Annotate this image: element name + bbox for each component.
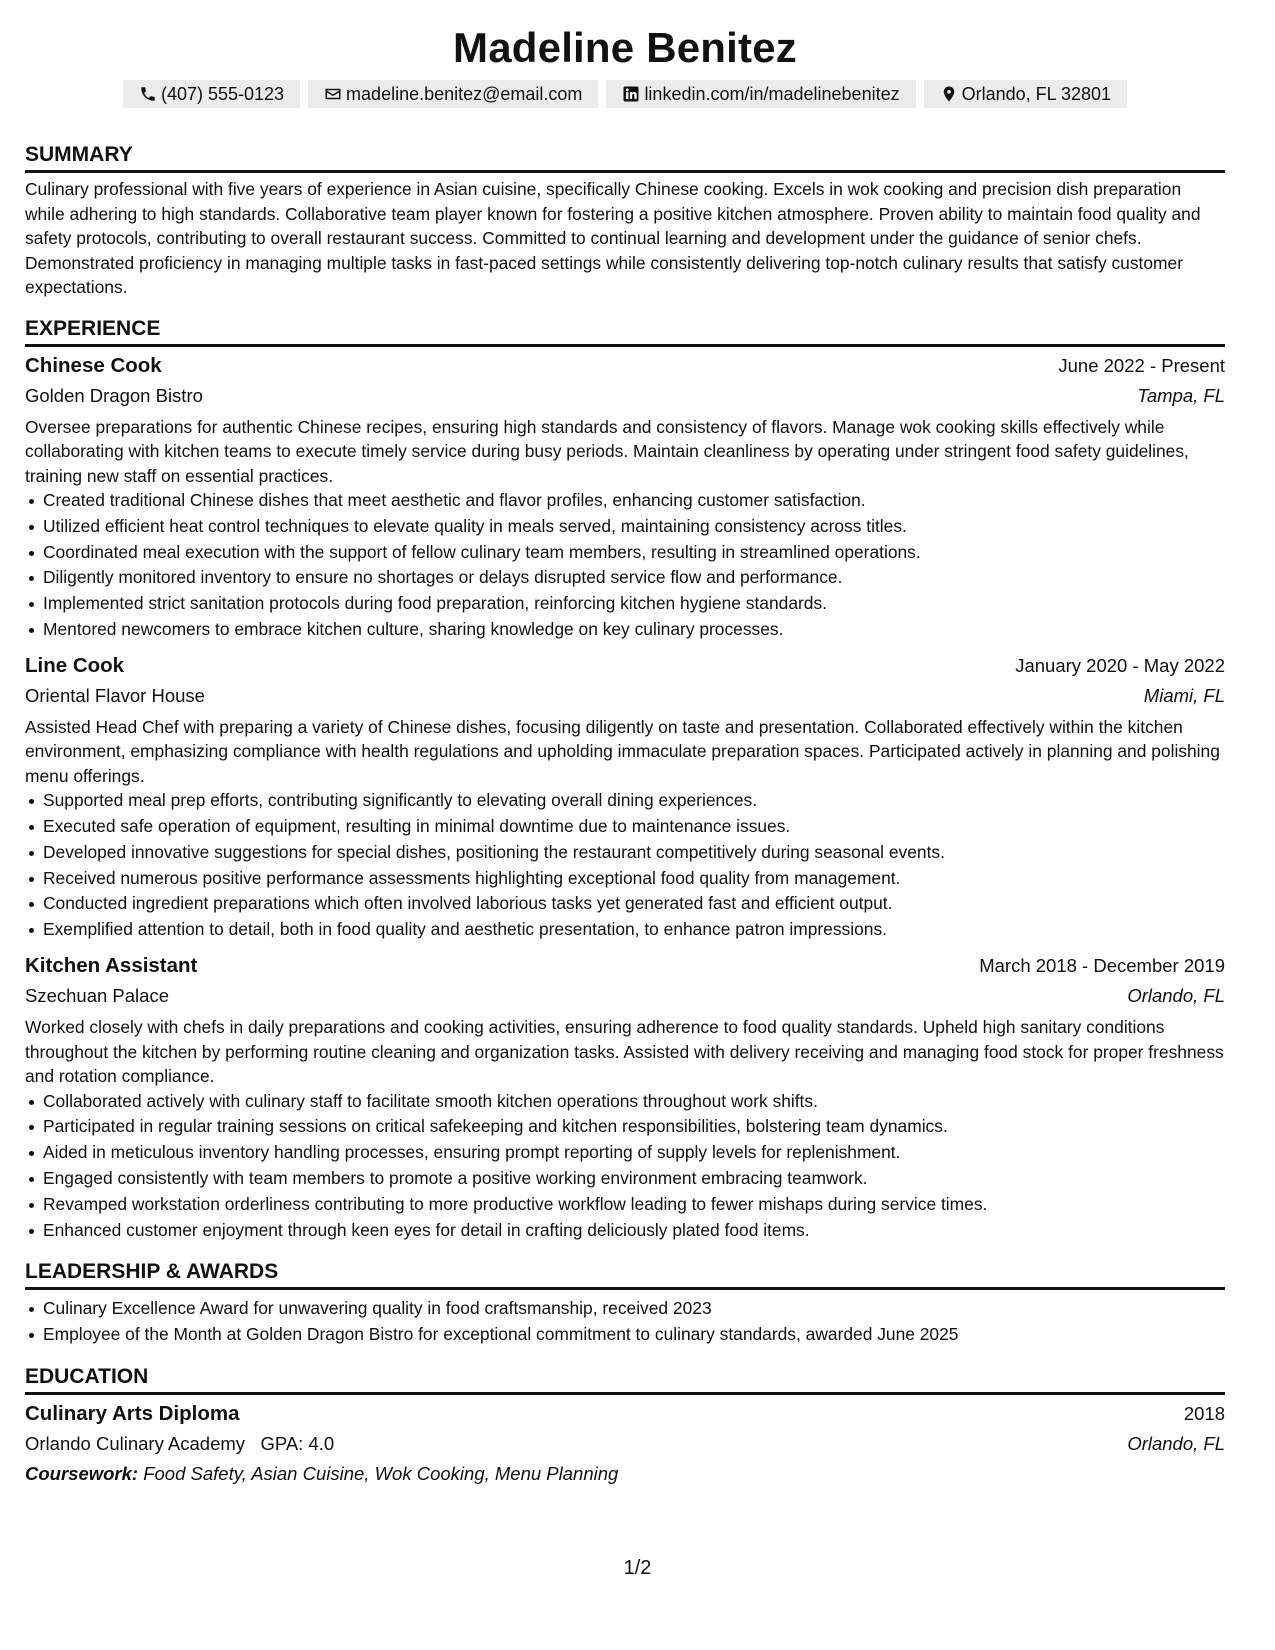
list-item: Enhanced customer enjoyment through keen eyes for detail in crafting deliciously plated food items. [43,1218,1225,1244]
job-description: Assisted Head Chef with preparing a variety of Chinese dishes, focusing diligently on taste and presentation. Collaborated effectively within the kitchen environment, emphasizing compliance with health regulations and upholding immaculate preparation spaces. Participated actively in planning and polishing menu offerings. [25,716,1220,786]
job-subheader [25,981,1225,1011]
gpa: GPA: 4.0 [260,1432,335,1454]
list-item: Supported meal prep efforts, contributing significantly to elevating overall dining experiences. [43,788,1225,814]
job-header [25,351,1225,381]
location-icon [940,85,958,103]
awards-heading: LEADERSHIP & AWARDS [25,1259,1225,1290]
phone-icon [139,85,157,103]
job-location: Orlando, FL [1127,985,1225,1007]
contact-bar [25,80,1225,108]
list-item: Engaged consistently with team members to promote a positive working environment embracing teamwork. [43,1166,1225,1192]
summary-section [25,142,1225,300]
job-subheader [25,381,1225,411]
job-company: Oriental Flavor House [25,684,205,706]
job-company: Golden Dragon Bistro [25,384,203,406]
education-header [25,1399,1225,1429]
summary-heading: SUMMARY [25,142,1225,173]
list-item: Employee of the Month at Golden Dragon Bistro for exceptional commitment to culinary standards, awarded June 2025 [43,1322,1225,1348]
contact-linkedin[interactable] [606,80,915,108]
summary-text: Culinary professional with five years of experience in Asian cuisine, specifically Chinese cooking. Excels in wok cooking and precision dish preparation while adhering to high standards. Collaborative team player known for fostering a positive kitchen atmosphere. Proven ability to maintain food quality and safety protocols, contributing to overall restaurant success. Committed to continual learning and development under the guidance of senior chefs. Demonstrated proficiency in managing multiple tasks in fast-paced settings while consistently delivering top-notch culinary results that satisfy customer expectations. [25,179,1201,297]
education-section [25,1364,1225,1489]
school-line [25,1429,334,1459]
job-subheader [25,681,1225,711]
list-item: Revamped workstation orderliness contributing to more productive workflow leading to fewer mishaps during service times. [43,1192,1225,1218]
job-entry [25,951,1225,1243]
contact-email[interactable] [308,80,598,108]
list-item: Utilized efficient heat control techniques to elevate quality in meals served, maintaining consistency across titles. [43,514,1225,540]
job-bullets [25,488,1225,643]
job-bullets [25,788,1225,943]
contact-location[interactable] [924,80,1127,108]
job-dates: March 2018 - December 2019 [979,955,1225,977]
phone-text: (407) 555-0123 [160,84,285,104]
candidate-name: Madeline Benitez [453,24,797,71]
job-entry [25,651,1225,943]
list-item: Exemplified attention to detail, both in food quality and aesthetic presentation, to enhance patron impressions. [43,917,1225,943]
coursework-line [25,1459,1225,1489]
job-title: Chinese Cook [25,353,162,377]
awards-list [25,1296,1225,1348]
list-item: Received numerous positive performance assessments highlighting exceptional food quality from management. [43,866,1225,892]
job-description: Worked closely with chefs in daily preparations and cooking activities, ensuring adherence to food quality standards. Upheld high sanitary conditions throughout the kitchen by performing routine cleaning and organization tasks. Assisted with delivery receiving and managing food stock for proper freshness and rotation compliance. [25,1017,1224,1087]
education-subheader [25,1429,1225,1459]
awards-section [25,1259,1225,1348]
job-header [25,651,1225,681]
job-header [25,951,1225,981]
job-description: Oversee preparations for authentic Chinese recipes, ensuring high standards and consistency of flavors. Manage wok cooking skills effectively while collaborating with kitchen teams to execute timely service during busy periods. Maintain cleanliness by operating under stringent food safety guidelines, training new staff on essential practices. [25,416,1189,486]
location-text: Orlando, FL 32801 [961,84,1112,104]
job-company: Szechuan Palace [25,985,169,1007]
job-title: Line Cook [25,653,125,677]
list-item: Implemented strict sanitation protocols during food preparation, reinforcing kitchen hygiene standards. [43,591,1225,617]
contact-phone[interactable] [123,80,300,108]
coursework-label: Coursework: [25,1462,139,1484]
page-number: 1/2 [623,1557,652,1579]
job-dates: June 2022 - Present [1058,354,1225,376]
list-item: Created traditional Chinese dishes that meet aesthetic and flavor profiles, enhancing customer satisfaction. [43,488,1225,514]
experience-section [25,316,1225,1244]
list-item: Diligently monitored inventory to ensure no shortages or delays disrupted service flow and performance. [43,565,1225,591]
linkedin-text: linkedin.com/in/madelinebenitez [644,84,900,104]
list-item: Aided in meticulous inventory handling processes, ensuring prompt reporting of supply levels for replenishment. [43,1140,1225,1166]
list-item: Developed innovative suggestions for special dishes, positioning the restaurant competitively during seasonal events. [43,840,1225,866]
job-title: Kitchen Assistant [25,954,198,978]
list-item: Conducted ingredient preparations which often involved laborious tasks yet generated fast and efficient output. [43,891,1225,917]
job-location: Tampa, FL [1137,384,1225,406]
email-text: madeline.benitez@email.com [346,84,583,104]
list-item: Mentored newcomers to embrace kitchen culture, sharing knowledge on key culinary processes. [43,617,1225,643]
list-item: Culinary Excellence Award for unwavering quality in food craftsmanship, received 2023 [43,1296,1225,1322]
degree-title: Culinary Arts Diploma [25,1401,240,1425]
list-item: Participated in regular training sessions on critical safekeeping and kitchen responsibilities, bolstering team dynamics. [43,1114,1225,1140]
education-heading: EDUCATION [25,1364,1225,1395]
job-entry [25,351,1225,643]
school-name: Orlando Culinary Academy [25,1432,246,1454]
job-location: Miami, FL [1143,684,1225,706]
coursework-list: Food Safety, Asian Cuisine, Wok Cooking, Menu Planning [143,1462,619,1484]
experience-heading: EXPERIENCE [25,316,1225,347]
job-bullets [25,1089,1225,1244]
email-icon [324,85,342,103]
list-item: Coordinated meal execution with the support of fellow culinary team members, resulting in streamlined operations. [43,540,1225,566]
list-item: Executed safe operation of equipment, resulting in minimal downtime due to maintenance issues. [43,814,1225,840]
graduation-year: 2018 [1183,1402,1225,1424]
job-dates: January 2020 - May 2022 [1015,654,1225,676]
linkedin-icon [622,85,640,103]
school-location: Orlando, FL [1127,1432,1225,1454]
list-item: Collaborated actively with culinary staff to facilitate smooth kitchen operations throughout work shifts. [43,1089,1225,1115]
